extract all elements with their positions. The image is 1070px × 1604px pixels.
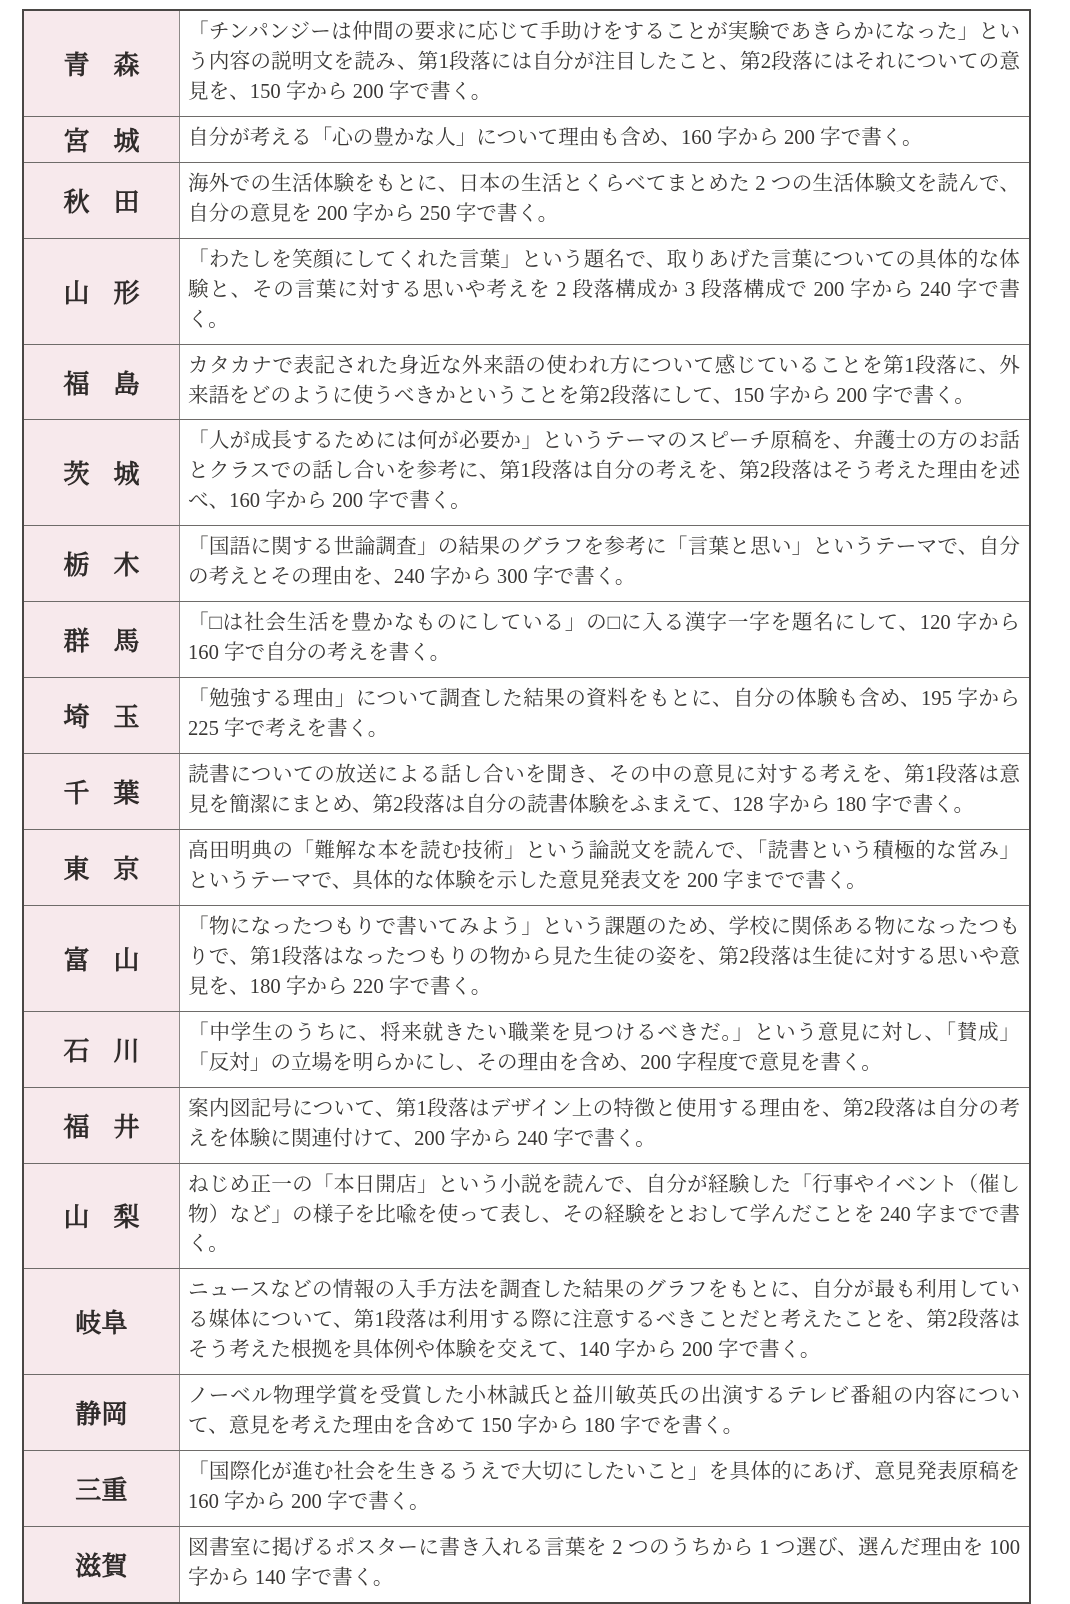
assignment-description-text: 「国際化が進む社会を生きるうえで大切にしたいこと」を具体的にあげ、意見発表原稿を 160 字から 200 字で書く。	[188, 1461, 1020, 1514]
assignment-description-text: 自分が考える「心の豊かな人」について理由も含め、160 字から 200 字で書く。	[188, 126, 923, 149]
assignment-description-text: 読書についての放送による話し合いを聞き、その中の意見に対する考えを、第1段落は意見を簡潔にまとめ、第2段落は自分の読書体験をふまえて、128 字から 180 字で書く。	[188, 764, 1020, 817]
assignment-description-cell	[180, 1375, 1031, 1451]
table-body	[23, 10, 1030, 1603]
assignment-description-text: 「人が成長するためには何が必要か」というテーマのスピーチ原稿を、弁護士の方のお話とクラスでの話し合いを参考に、第1段落は自分の考えを、第2段落はそう考えた理由を述べ、160 字から 200 字で書く。	[188, 430, 1020, 513]
assignment-description-cell	[180, 344, 1031, 420]
assignment-description-cell	[180, 905, 1031, 1011]
table-row	[23, 1375, 1030, 1451]
assignment-description-text: 高田明典の「難解な本を読む技術」という論説文を読んで、「読書という積極的な営み」というテーマで、具体的な体験を示した意見発表文を 200 字までで書く。	[188, 839, 1020, 892]
assignment-description-cell	[180, 1163, 1031, 1269]
prefecture-name-cell	[23, 602, 180, 678]
prefecture-name-label: 三重	[75, 1476, 128, 1507]
prefecture-name-cell	[23, 1451, 180, 1527]
assignment-description-cell	[180, 10, 1031, 116]
prefecture-name-cell	[23, 1375, 180, 1451]
prefecture-name-cell	[23, 678, 180, 754]
prefecture-name-label: 福井	[63, 1112, 164, 1143]
table-row	[23, 162, 1030, 238]
assignment-description-cell	[180, 238, 1031, 344]
prefecture-name-label: 滋賀	[75, 1552, 128, 1583]
table-row	[23, 420, 1030, 526]
prefecture-name-cell	[23, 905, 180, 1011]
prefecture-name-label: 埼玉	[63, 703, 164, 734]
table-row	[23, 754, 1030, 830]
table-row	[23, 344, 1030, 420]
table-row	[23, 1011, 1030, 1087]
prefecture-name-cell	[23, 526, 180, 602]
prefecture-name-cell	[23, 1269, 180, 1375]
prefecture-name-label: 富山	[63, 945, 164, 976]
prefecture-assignment-table	[22, 9, 1031, 1604]
table-row	[23, 602, 1030, 678]
assignment-description-cell	[180, 829, 1031, 905]
table-row	[23, 829, 1030, 905]
assignment-description-text: 「国語に関する世論調査」の結果のグラフを参考に「言葉と思い」というテーマで、自分の考えとその理由を、240 字から 300 字で書く。	[188, 536, 1020, 589]
prefecture-name-label: 栃木	[63, 551, 164, 582]
table-row	[23, 526, 1030, 602]
assignment-description-cell	[180, 162, 1031, 238]
prefecture-name-label: 千葉	[63, 779, 164, 810]
prefecture-name-label: 秋田	[63, 187, 164, 218]
assignment-description-cell	[180, 754, 1031, 830]
assignment-description-cell	[180, 678, 1031, 754]
prefecture-name-cell	[23, 162, 180, 238]
assignment-description-cell	[180, 116, 1031, 162]
prefecture-name-label: 石川	[63, 1036, 164, 1067]
prefecture-name-label: 群馬	[63, 627, 164, 658]
assignment-description-cell	[180, 602, 1031, 678]
prefecture-name-label: 青森	[63, 50, 164, 81]
table-row	[23, 1269, 1030, 1375]
prefecture-name-cell	[23, 116, 180, 162]
prefecture-name-label: 岐阜	[75, 1309, 128, 1340]
assignment-description-text: ニュースなどの情報の入手方法を調査した結果のグラフをもとに、自分が最も利用している媒体について、第1段落は利用する際に注意するべきことだと考えたことを、第2段落はそう考えた根拠を具体例や体験を交えて、140 字から 200 字で書く。	[188, 1279, 1020, 1362]
assignment-description-text: 「□は社会生活を豊かなものにしている」の□に入る漢字一字を題名にして、120 字から 160 字で自分の考えを書く。	[188, 612, 1020, 665]
assignment-description-text: 「中学生のうちに、将来就きたい職業を見つけるべきだ。」という意見に対し、「賛成」「反対」の立場を明らかにし、その理由を含め、200 字程度で意見を書く。	[188, 1021, 1020, 1074]
prefecture-name-label: 宮城	[63, 126, 164, 157]
prefecture-name-cell	[23, 754, 180, 830]
assignment-description-cell	[180, 1451, 1031, 1527]
prefecture-name-cell	[23, 344, 180, 420]
assignment-description-cell	[180, 1011, 1031, 1087]
assignment-description-text: 海外での生活体験をもとに、日本の生活とくらべてまとめた 2 つの生活体験文を読んで、自分の意見を 200 字から 250 字で書く。	[188, 172, 1020, 225]
assignment-description-cell	[180, 1527, 1031, 1603]
prefecture-name-cell	[23, 420, 180, 526]
prefecture-name-label: 東京	[63, 854, 164, 885]
assignment-description-text: 「物になったつもりで書いてみよう」という課題のため、学校に関係ある物になったつもりで、第1段落はなったつもりの物から見た生徒の姿を、第2段落は生徒に対する思いや意見を、180 字から 220 字で書く。	[188, 915, 1020, 998]
prefecture-name-cell	[23, 1163, 180, 1269]
table-row	[23, 1451, 1030, 1527]
prefecture-name-label: 山梨	[63, 1203, 164, 1234]
assignment-description-text: 図書室に掲げるポスターに書き入れる言葉を 2 つのうちから 1 つ選び、選んだ理由を 100 字から 140 字で書く。	[188, 1537, 1020, 1590]
assignment-description-cell	[180, 1087, 1031, 1163]
table-row	[23, 905, 1030, 1011]
table-row	[23, 1087, 1030, 1163]
prefecture-name-cell	[23, 1527, 180, 1603]
table-row	[23, 678, 1030, 754]
prefecture-name-label: 茨城	[63, 460, 164, 491]
table-row	[23, 1527, 1030, 1603]
assignment-description-text: ねじめ正一の「本日開店」という小説を読んで、自分が経験した「行事やイベント（催し物）など」の様子を比喩を使って表し、その経験をとおして学んだことを 240 字までで書く。	[188, 1173, 1020, 1256]
table-row	[23, 116, 1030, 162]
assignment-description-cell	[180, 1269, 1031, 1375]
prefecture-name-label: 山形	[63, 278, 164, 309]
table-row	[23, 238, 1030, 344]
assignment-description-text: 案内図記号について、第1段落はデザイン上の特徴と使用する理由を、第2段落は自分の考えを体験に関連付けて、200 字から 240 字で書く。	[188, 1097, 1020, 1150]
assignment-description-text: 「勉強する理由」について調査した結果の資料をもとに、自分の体験も含め、195 字から 225 字で考えを書く。	[188, 688, 1020, 741]
assignment-description-text: ノーベル物理学賞を受賞した小林誠氏と益川敏英氏の出演するテレビ番組の内容について、意見を考えた理由を含めて 150 字から 180 字でを書く。	[188, 1385, 1020, 1438]
assignment-description-text: カタカナで表記された身近な外来語の使われ方について感じていることを第1段落に、外来語をどのように使うべきかということを第2段落にして、150 字から 200 字で書く。	[188, 354, 1020, 407]
prefecture-name-cell	[23, 1011, 180, 1087]
table-row	[23, 10, 1030, 116]
assignment-description-cell	[180, 420, 1031, 526]
table-row	[23, 1163, 1030, 1269]
prefecture-name-cell	[23, 1087, 180, 1163]
assignment-description-cell	[180, 526, 1031, 602]
prefecture-name-cell	[23, 10, 180, 116]
prefecture-name-cell	[23, 238, 180, 344]
prefecture-name-label: 静岡	[75, 1400, 128, 1431]
prefecture-name-cell	[23, 829, 180, 905]
assignment-description-text: 「わたしを笑顔にしてくれた言葉」という題名で、取りあげた言葉についての具体的な体験と、その言葉に対する思いや考えを 2 段落構成か 3 段落構成で 200 字から 240 字で書く。	[188, 248, 1020, 331]
assignment-description-text: 「チンパンジーは仲間の要求に応じて手助けをすることが実験であきらかになった」という内容の説明文を読み、第1段落には自分が注目したこと、第2段落にはそれについての意見を、150 字から 200 字で書く。	[188, 21, 1020, 103]
prefecture-name-label: 福島	[63, 369, 164, 400]
